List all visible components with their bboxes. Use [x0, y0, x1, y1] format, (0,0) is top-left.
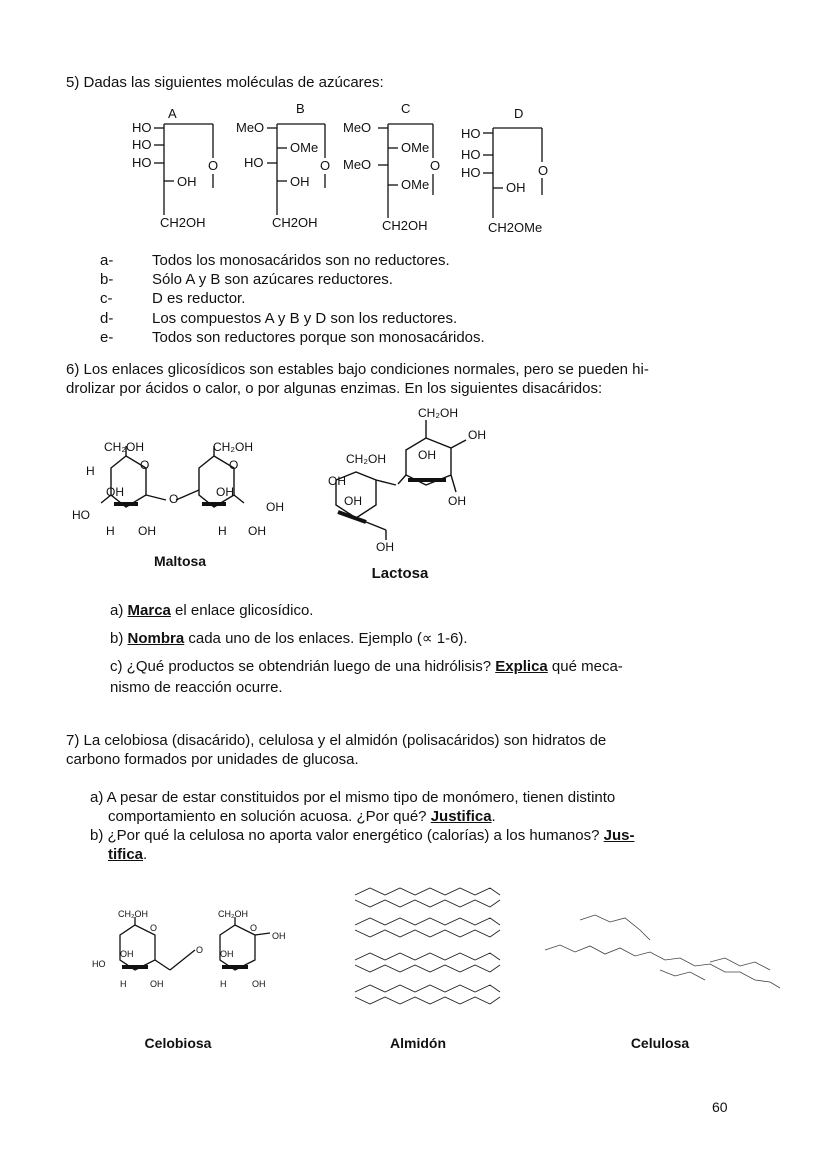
- svg-text:CH₂OH: CH₂OH: [218, 909, 248, 919]
- option-a: a- Todos los monosacáridos son no reductores.: [100, 252, 450, 269]
- maltosa-oh-5: OH: [248, 524, 266, 538]
- molecule-c-ring-o: O: [430, 158, 441, 173]
- svg-text:OH: OH: [220, 949, 234, 959]
- molecule-a-label: A: [168, 106, 177, 121]
- option-c: c- D es reductor.: [100, 290, 246, 307]
- svg-text:H: H: [120, 979, 127, 989]
- molecule-c-right: OMe: [401, 177, 430, 192]
- molecule-c-bottom: CH2OH: [382, 218, 428, 233]
- lactosa-oh-3: OH: [328, 474, 346, 488]
- svg-text:OH: OH: [272, 931, 286, 941]
- maltosa-ch2oh-1: CH₂OH: [104, 440, 144, 454]
- lactosa-oh-1: OH: [468, 428, 486, 442]
- molecule-d-right: OH: [506, 180, 526, 195]
- svg-text:O: O: [250, 923, 258, 933]
- molecule-b-r2: OMe: [290, 140, 319, 155]
- molecule-d-r3: HO: [461, 165, 481, 180]
- svg-text:OH: OH: [252, 979, 266, 989]
- q6-sub-a: a) Marca el enlace glicosídico.: [110, 602, 314, 619]
- celulosa-caption: Celulosa: [630, 1035, 690, 1051]
- lactosa-oh-5: OH: [448, 494, 466, 508]
- maltosa-caption: Maltosa: [153, 553, 207, 569]
- molecule-b-right: OH: [290, 174, 310, 189]
- molecule-a-bottom: CH2OH: [160, 215, 206, 230]
- svg-text:HO: HO: [92, 959, 106, 969]
- lactosa-oh-2: OH: [418, 448, 436, 462]
- almidon-figure: [350, 880, 505, 1015]
- maltosa-h-3: H: [218, 524, 227, 538]
- q6-intro-line2: drolizar por ácidos o calor, o por algunas enzimas. En los siguientes disacáridos:: [66, 380, 603, 397]
- almidon-caption: Almidón: [390, 1035, 446, 1051]
- molecule-d-r1: HO: [461, 126, 481, 141]
- celobiosa-figure: [90, 905, 310, 995]
- molecule-c-r3: MeO: [343, 157, 372, 172]
- molecule-c-r2: OMe: [401, 140, 430, 155]
- maltosa-oh-3: OH: [266, 500, 284, 514]
- lactosa-oh-6: OH: [376, 540, 394, 554]
- molecule-c-r1: MeO: [343, 120, 372, 135]
- q6-sub-c-line2: nismo de reacción ocurre.: [110, 679, 283, 696]
- q7-sub-a-line2: comportamiento en solución acuosa. ¿Por qué? Justifica.: [108, 808, 496, 825]
- maltosa-h-1: H: [86, 464, 95, 478]
- q7-intro-line1: 7) La celobiosa (disacárido), celulosa y el almidón (polisacáridos) son hidratos de: [66, 732, 607, 749]
- maltosa-link-o: O: [169, 492, 179, 506]
- svg-text:O: O: [150, 923, 158, 933]
- svg-text:OH: OH: [120, 949, 134, 959]
- maltosa-ch2oh-2: CH₂OH: [213, 440, 253, 454]
- q6-sub-b: b) Nombra cada uno de los enlaces. Ejemplo (∝ 1-6).: [110, 630, 468, 647]
- lactosa-ch2oh-2: CH₂OH: [346, 452, 386, 466]
- molecule-d-label: D: [514, 106, 524, 121]
- lactosa-ch2oh-1: CH₂OH: [418, 406, 458, 420]
- molecule-a-r3: HO: [132, 155, 152, 170]
- maltosa-oh-1: OH: [106, 485, 124, 499]
- molecule-b-bottom: CH2OH: [272, 215, 318, 230]
- celobiosa-caption: Celobiosa: [144, 1035, 212, 1051]
- svg-text:OH: OH: [150, 979, 164, 989]
- molecule-a-right: OH: [177, 174, 197, 189]
- q7-sub-a-line1: a) A pesar de estar constituidos por el mismo tipo de monómero, tienen distinto: [90, 789, 616, 806]
- option-b: b- Sólo A y B son azúcares reductores.: [100, 271, 393, 288]
- svg-text:CH₂OH: CH₂OH: [118, 909, 148, 919]
- option-d: d- Los compuestos A y B y D son los reductores.: [100, 310, 458, 327]
- svg-text:H: H: [220, 979, 227, 989]
- celulosa-figure: [540, 900, 785, 1005]
- molecule-b-ring-o: O: [320, 158, 331, 173]
- molecule-b-r3: HO: [244, 155, 264, 170]
- lactosa-oh-4: OH: [344, 494, 362, 508]
- q5-molecule-labels: [120, 100, 570, 240]
- maltosa-oh-4: OH: [138, 524, 156, 538]
- molecule-d-ring-o: O: [538, 163, 549, 178]
- maltosa-oh-2: OH: [216, 485, 234, 499]
- maltosa-h-2: H: [106, 524, 115, 538]
- page-number: 60: [712, 1099, 728, 1115]
- maltosa-ring-o-2: O: [229, 458, 239, 472]
- q6-intro-line1: 6) Los enlaces glicosídicos son estables bajo condiciones normales, pero se pueden hi-: [66, 361, 649, 378]
- q7-intro-line2: carbono formados por unidades de glucosa.: [66, 751, 359, 768]
- maltosa-ring-o-1: O: [140, 458, 150, 472]
- molecule-a-r2: HO: [132, 137, 152, 152]
- molecule-c-label: C: [401, 101, 411, 116]
- molecule-b-label: B: [296, 101, 305, 116]
- svg-text:O: O: [196, 945, 204, 955]
- q7-sub-b-line1: b) ¿Por qué la celulosa no aporta valor energético (calorías) a los humanos? Jus-: [90, 827, 635, 844]
- q6-sub-c-line1: c) ¿Qué productos se obtendrián luego de una hidrólisis? Explica qué meca-: [110, 658, 623, 675]
- maltosa-ho: HO: [72, 508, 90, 522]
- molecule-d-r2: HO: [461, 147, 481, 162]
- q5-title: 5) Dadas las siguientes moléculas de azúcares:: [66, 74, 384, 91]
- option-e: e- Todos son reductores porque son monosacáridos.: [100, 329, 485, 346]
- q7-sub-b-line2: tifica.: [108, 846, 148, 863]
- lactosa-caption: Lactosa: [371, 565, 429, 582]
- molecule-a-r1: HO: [132, 120, 152, 135]
- molecule-b-r1: MeO: [236, 120, 265, 135]
- molecule-a-ring-o: O: [208, 158, 219, 173]
- molecule-d-bottom: CH2OMe: [488, 220, 543, 235]
